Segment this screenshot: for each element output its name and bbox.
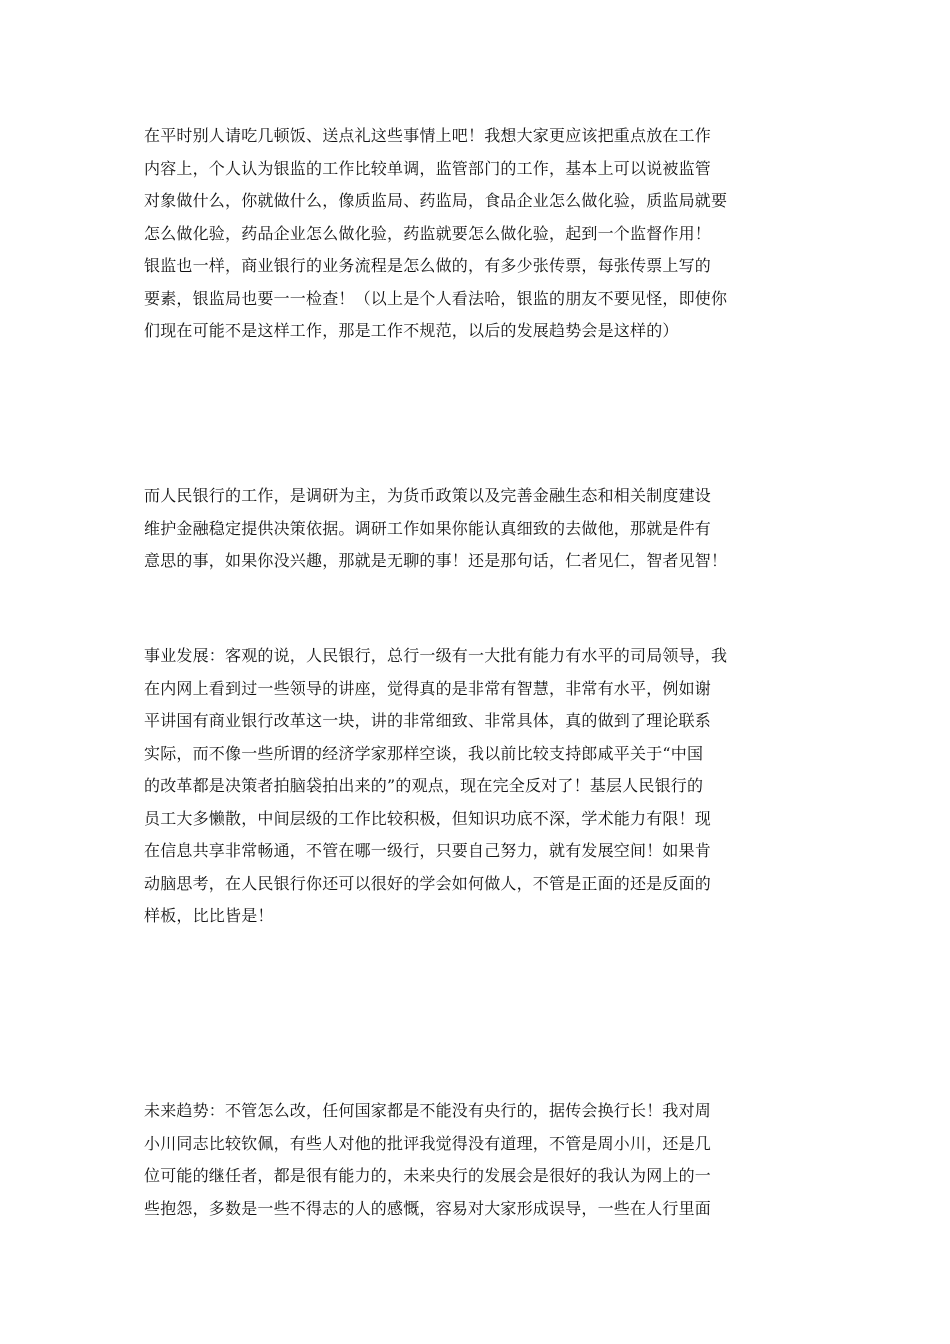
text-line: 对象做什么，你就做什么，像质监局、药监局，食品企业怎么做化验，质监局就要 (144, 191, 728, 210)
paragraph-career-development (144, 640, 809, 933)
paragraph-research (144, 480, 809, 578)
text-line: 在信息共享非常畅通，不管在哪一级行，只要自己努力，就有发展空间！如果肯 (144, 841, 712, 860)
text-line: 银监也一样，商业银行的业务流程是怎么做的，有多少张传票，每张传票上写的 (144, 256, 712, 275)
text-line: 维护金融稳定提供决策依据。调研工作如果你能认真细致的去做他，那就是件有 (144, 518, 712, 538)
text-line: 的改革都是决策者拍脑袋拍出来的”的观点，现在完全反对了！基层人民银行的 (144, 776, 704, 795)
paragraph-supervision (144, 120, 809, 348)
text-line: 要素，银监局也要一一检查！（以上是个人看法哈，银监的朋友不要见怪，即使你 (144, 288, 728, 308)
text-line: 样板，比比皆是！ (144, 906, 274, 925)
text-line: 员工大多懒散，中间层级的工作比较积极，但知识功底不深，学术能力有限！现 (144, 808, 712, 828)
text-line: 怎么做化验，药品企业怎么做化验，药监就要怎么做化验，起到一个监督作用！ (144, 223, 712, 243)
text-line: 动脑思考，在人民银行你还可以很好的学会如何做人，不管是正面的还是反面的 (144, 873, 712, 893)
text-line: 在平时别人请吃几顿饭、送点礼这些事情上吧！我想大家更应该把重点放在工作 (144, 126, 712, 145)
paragraph-future-trends (144, 1095, 809, 1225)
text-line: 些抱怨，多数是一些不得志的人的感慨，容易对大家形成误导，一些在人行里面 (144, 1198, 712, 1218)
text-line: 未来趋势：不管怎么改，任何国家都是不能没有央行的，据传会换行长！我对周 (144, 1101, 712, 1120)
text-line: 小川同志比较钦佩，有些人对他的批评我觉得没有道理，不管是周小川，还是几 (144, 1133, 712, 1153)
text-line: 事业发展：客观的说，人民银行，总行一级有一大批有能力有水平的司局领导，我 (144, 646, 728, 665)
text-line: 而人民银行的工作，是调研为主，为货币政策以及完善金融生态和相关制度建设 (144, 486, 712, 505)
text-line: 平讲国有商业银行改革这一块，讲的非常细致、非常具体，真的做到了理论联系 (144, 711, 712, 730)
text-line: 在内网上看到过一些领导的讲座，觉得真的是非常有智慧，非常有水平，例如谢 (144, 678, 712, 698)
text-line: 内容上，个人认为银监的工作比较单调，监管部门的工作，基本上可以说被监管 (144, 158, 712, 178)
text-line: 们现在可能不是这样工作，那是工作不规范，以后的发展趋势会是这样的） (144, 321, 679, 340)
text-line: 意思的事，如果你没兴趣，那就是无聊的事！还是那句话，仁者见仁，智者见智！ (144, 551, 728, 570)
text-line: 实际，而不像一些所谓的经济学家那样空谈，我以前比较支持郎咸平关于“中国 (144, 743, 704, 763)
text-line: 位可能的继任者，都是很有能力的，未来央行的发展会是很好的我认为网上的一 (144, 1166, 712, 1185)
